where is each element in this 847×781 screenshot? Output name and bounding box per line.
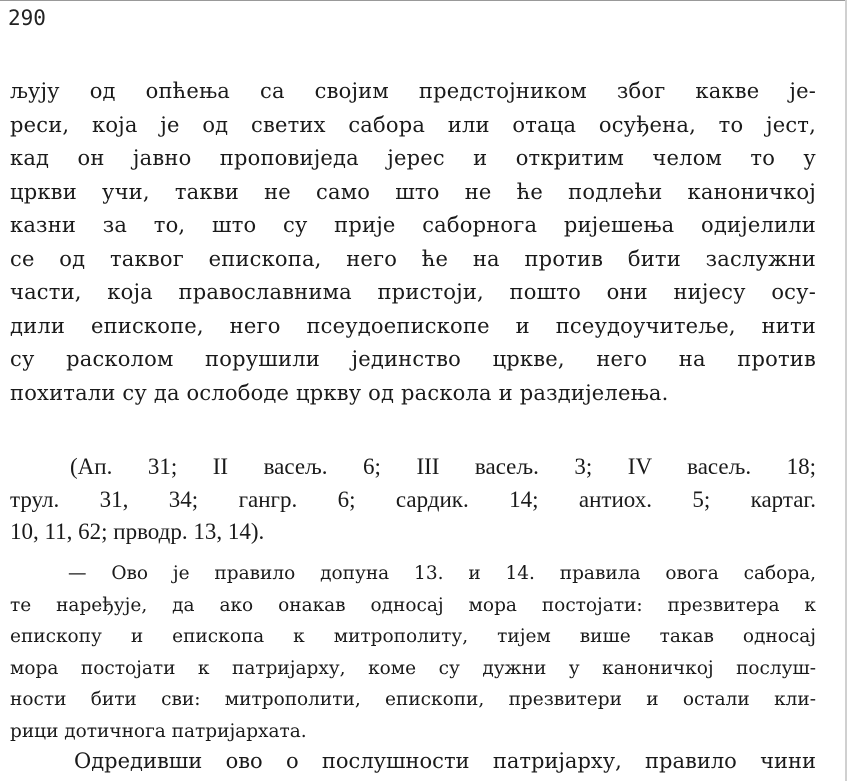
text-line: кад он јавно проповиједа јерес и откритим челом то у: [10, 146, 816, 170]
commentary-line: мора постојати к патријарху, коме су дужни у каноничкој послуш-: [10, 657, 816, 679]
text-line: похитали су да ослободе цркву од раскола и раздијелења.: [10, 380, 669, 405]
reference-line: трул. 31, 34; гангр. 6; сардик. 14; антиох. 5; картаг.: [10, 486, 816, 512]
page-number: 290: [8, 6, 46, 30]
text-line: цркви учи, такви не само што не ће подлећи каноничкој: [10, 179, 816, 204]
text-line: части, која православнима пристоји, пошто они нијесу осу-: [10, 280, 816, 304]
text-line: дили епископе, него псеудоепископе и псеудоучитеље, нити: [10, 313, 816, 338]
text-line: Одредивши ово о послушности патријарху, правило чини: [74, 749, 816, 773]
main-paragraph: [10, 75, 816, 410]
commentary-line: епископу и епископа к митрополиту, тијем више такав односај: [10, 626, 816, 647]
commentary-line: рици дотичнога патријархата.: [10, 720, 307, 742]
text-line: казни за то, што су прије саборнога ријешења одијелили: [10, 213, 816, 237]
reference-line: (Ап. 31; II васељ. 6; III васељ. 3; IV васељ. 18;: [70, 454, 816, 479]
text-line: реси, која је од светих сабора или отаца осуђена, то јест,: [10, 112, 816, 137]
commentary-line: те наређује, да ако онакав односај мора постојати: презвитера к: [10, 594, 816, 616]
commentary-line: ности бити сви: митрополити, епископи, презвитери и остали кли-: [10, 689, 816, 710]
commentary-paragraph: [10, 558, 816, 747]
final-paragraph: [10, 745, 816, 778]
canon-references: [10, 451, 816, 549]
reference-line: 10, 11, 62; прводр. 13, 14).: [10, 519, 265, 544]
text-line: љују од опћења са својим предстојником због какве је-: [10, 79, 816, 103]
top-rule: [0, 0, 847, 1]
text-line: су расколом порушили јединство цркве, него на против: [10, 347, 816, 371]
text-line: се од таквог епископа, него ће на против бити заслужни: [10, 246, 816, 271]
commentary-line: — Ово је правило допуна 13. и 14. правила овога сабора,: [68, 563, 816, 584]
